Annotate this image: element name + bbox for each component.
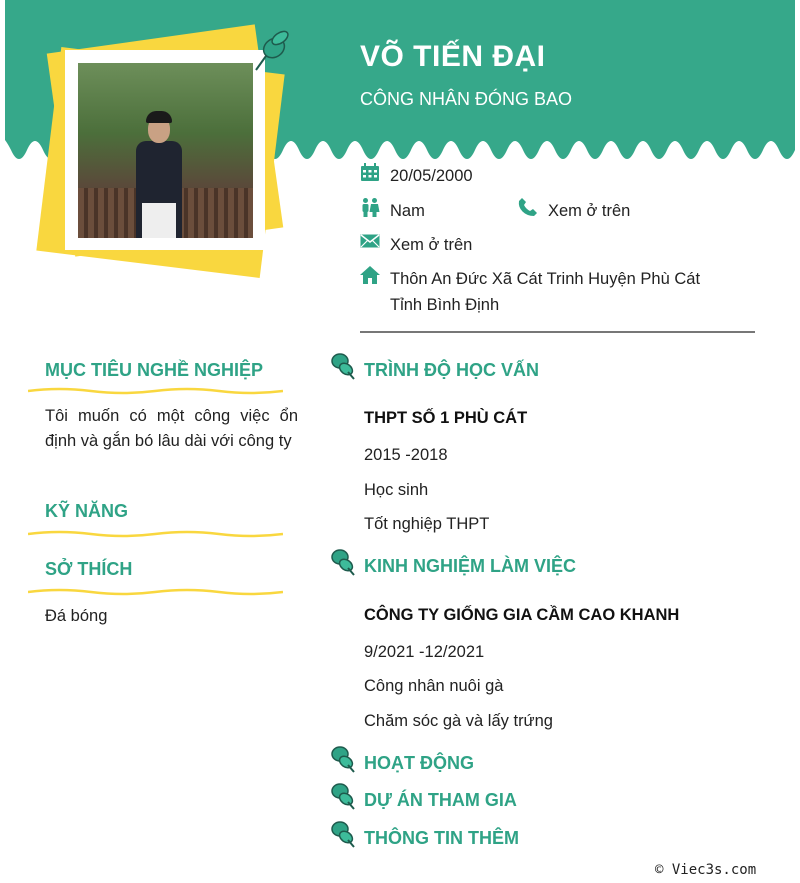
objective-heading: MỤC TIÊU NGHỀ NGHIỆP — [45, 360, 264, 380]
gender-value: Nam — [390, 202, 425, 220]
address-row — [360, 266, 755, 318]
experience-detail: Chăm sóc gà và lấy trứng — [364, 712, 553, 730]
birthday-value: 20/05/2000 — [390, 167, 473, 185]
pushpin-icon — [330, 820, 356, 848]
pushpin-icon — [330, 745, 356, 773]
squiggle-underline — [28, 529, 283, 539]
hobbies-heading: SỞ THÍCH — [45, 559, 133, 579]
job-title: CÔNG NHÂN ĐÓNG BAO — [360, 89, 573, 109]
experience-heading: KINH NGHIỆM LÀM VIỆC — [364, 556, 577, 576]
pushpin-icon — [330, 548, 356, 576]
email-row — [360, 232, 472, 258]
birthday-row — [360, 163, 473, 189]
squiggle-underline — [28, 587, 283, 597]
envelope-icon — [360, 231, 380, 251]
education-period: 2015 -2018 — [364, 446, 448, 464]
home-icon — [360, 265, 380, 285]
gender-row — [360, 198, 425, 224]
phone-row — [518, 198, 630, 224]
skills-heading: KỸ NĂNG — [45, 501, 129, 521]
address-line-1: Thôn An Đức Xã Cát Trinh Huyện Phù Cát — [390, 270, 701, 288]
address-line-2: Tỉnh Bình Định — [390, 296, 500, 314]
squiggle-underline — [28, 386, 283, 396]
activities-heading: HOẠT ĐỘNG — [364, 753, 474, 773]
calendar-icon — [360, 162, 380, 182]
experience-company: CÔNG TY GIỐNG GIA CẦM CAO KHANH — [364, 606, 680, 624]
email-value: Xem ở trên — [390, 236, 473, 254]
copyright-footer: © Viec3s.com — [655, 862, 757, 878]
more-info-heading: THÔNG TIN THÊM — [364, 828, 519, 848]
pushpin-icon — [330, 352, 356, 380]
candidate-name: VÕ TIẾN ĐẠI — [360, 40, 546, 73]
avatar — [78, 63, 253, 238]
divider — [360, 331, 755, 333]
education-school: THPT SỐ 1 PHÙ CÁT — [364, 409, 528, 427]
experience-role: Công nhân nuôi gà — [364, 677, 504, 695]
projects-heading: DỰ ÁN THAM GIA — [364, 790, 517, 810]
avatar-frame — [65, 50, 265, 250]
hobbies-text: Đá bóng — [45, 607, 108, 625]
people-icon — [360, 197, 380, 217]
phone-icon — [518, 197, 538, 217]
education-heading: TRÌNH ĐỘ HỌC VẤN — [364, 360, 539, 380]
education-detail: Tốt nghiệp THPT — [364, 515, 490, 533]
pushpin-icon — [252, 26, 292, 74]
education-role: Học sinh — [364, 481, 429, 499]
objective-text: Tôi muốn có một công việc ổn định và gắn bó lâu dài với công ty — [45, 407, 298, 450]
pushpin-icon — [330, 782, 356, 810]
phone-value: Xem ở trên — [548, 202, 631, 220]
experience-period: 9/2021 -12/2021 — [364, 643, 485, 661]
